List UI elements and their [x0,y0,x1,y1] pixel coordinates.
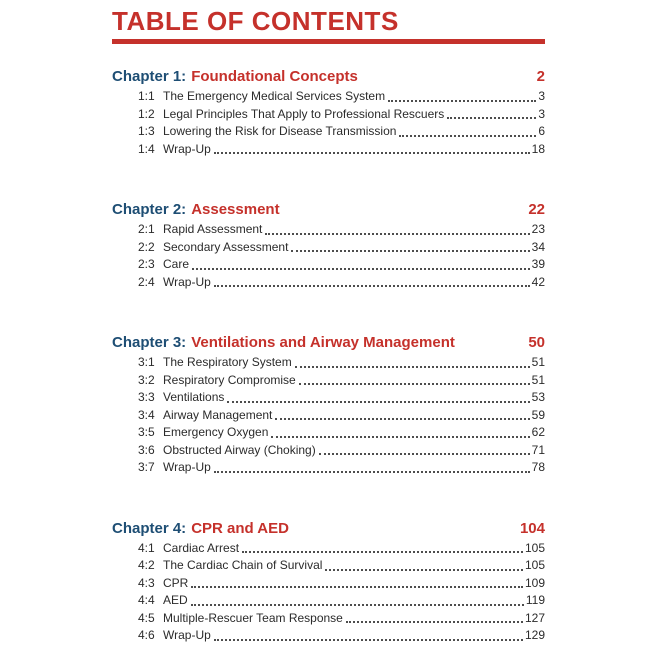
section-page-number: 51 [531,355,545,369]
section-page-number: 62 [531,425,545,439]
toc-row [112,141,545,159]
section-page-number: 3 [538,89,545,103]
section-number: 4:5 [138,610,155,625]
toc-row [112,88,545,106]
section-title: Multiple-Rescuer Team Response [163,610,343,625]
chapter-block [112,519,545,645]
section-page-number: 42 [531,274,545,289]
section-title: CPR [163,575,189,590]
dot-leader [325,569,523,571]
dot-leader [346,621,523,623]
section-title: Cardiac Arrest [163,540,240,555]
chapter-heading [112,333,545,352]
dot-leader [299,383,530,385]
dot-leader [447,117,536,119]
toc-row [112,239,545,257]
chapter-title: Ventilations and Airway Management [191,334,455,351]
toc-row [112,592,545,610]
page-title: TABLE OF CONTENTS [112,6,399,36]
section-title: Wrap-Up [163,628,211,642]
chapter-title: Foundational Concepts [191,68,358,85]
section-number: 2:4 [138,274,155,289]
section-title: Legal Principles That Apply to Professional Rescuers [163,106,445,121]
section-title: Rapid Assessment [163,222,263,236]
toc-row [112,557,545,575]
chapter-label: Chapter 4: [112,519,187,537]
section-page-number: 129 [524,628,545,642]
section-number: 4:4 [138,593,155,607]
toc-row [112,540,545,558]
chapter-title: Assessment [191,201,280,218]
chapter-heading [112,200,545,219]
dot-leader [275,418,529,420]
chapter-block [112,200,545,291]
toc-row [112,354,545,372]
dot-leader [242,551,523,553]
toc-row [112,221,545,239]
section-number: 3:1 [138,355,155,369]
dot-leader [265,233,529,235]
section-page-number: 18 [531,141,545,156]
toc-row [112,610,545,628]
section-page-number: 23 [531,222,545,236]
section-title: The Cardiac Chain of Survival [163,558,323,572]
toc-row [112,407,545,425]
section-number: 3:3 [138,390,155,404]
section-number: 1:1 [138,89,155,103]
section-number: 3:7 [138,460,155,474]
chapter-label: Chapter 2: [112,201,187,218]
section-number: 2:1 [138,222,155,236]
section-title: Ventilations [163,390,225,404]
section-list [112,88,545,158]
section-page-number: 6 [538,124,545,138]
section-title: Wrap-Up [163,460,211,474]
dot-leader [191,586,523,588]
dot-leader [214,152,530,154]
chapter-label: Chapter 3: [112,334,187,351]
dot-leader [192,268,530,270]
toc-row [112,274,545,292]
dot-leader [388,100,536,102]
dot-leader [214,471,530,473]
section-list [112,354,545,477]
dot-leader [291,250,529,252]
chapter-list [112,67,545,645]
section-number: 1:4 [138,141,155,156]
section-title: Airway Management [163,407,273,422]
section-number: 2:2 [138,239,155,254]
title-rule [112,39,545,44]
chapter-page-number: 104 [519,519,545,537]
toc-row [112,575,545,593]
section-page-number: 34 [531,239,545,254]
section-page-number: 119 [525,593,545,607]
chapter-block [112,67,545,158]
section-title: Lowering the Risk for Disease Transmission [163,124,397,138]
section-number: 4:1 [138,540,155,555]
section-number: 3:5 [138,425,155,439]
dot-leader [271,436,529,438]
section-page-number: 127 [524,610,545,625]
chapter-page-number: 22 [528,201,545,218]
section-title: Respiratory Compromise [163,372,296,387]
dot-leader [214,285,530,287]
chapter-title: CPR and AED [191,519,289,537]
section-title: The Respiratory System [163,355,292,369]
section-page-number: 105 [524,558,545,572]
toc-row [112,389,545,407]
toc-row [112,372,545,390]
toc-row [112,256,545,274]
toc-row [112,123,545,141]
section-number: 1:3 [138,124,155,138]
section-page-number: 59 [531,407,545,422]
section-page-number: 109 [524,575,545,590]
section-title: AED [163,593,188,607]
chapter-label: Chapter 1: [112,68,187,85]
dot-leader [227,401,529,403]
toc-row [112,459,545,477]
section-title: Wrap-Up [163,274,211,289]
section-title: The Emergency Medical Services System [163,89,386,103]
chapter-heading [112,519,545,538]
dot-leader [399,135,536,137]
section-number: 4:3 [138,575,155,590]
dot-leader [295,366,530,368]
dot-leader [191,604,524,606]
toc-content [112,8,545,645]
toc-row [112,627,545,645]
section-page-number: 53 [531,390,545,404]
dot-leader [214,639,523,641]
section-title: Secondary Assessment [163,239,289,254]
section-title: Wrap-Up [163,141,211,156]
chapter-heading [112,67,545,86]
section-list [112,221,545,291]
section-title: Care [163,257,190,271]
section-number: 3:6 [138,442,155,457]
section-page-number: 39 [531,257,545,271]
section-number: 3:2 [138,372,155,387]
chapter-block [112,333,545,477]
section-page-number: 71 [531,442,545,457]
section-number: 2:3 [138,257,155,271]
section-page-number: 3 [538,106,545,121]
chapter-page-number: 2 [536,68,545,85]
section-number: 1:2 [138,106,155,121]
section-number: 4:6 [138,628,155,642]
toc-row [112,106,545,124]
section-page-number: 105 [524,540,545,555]
section-page-number: 78 [531,460,545,474]
section-page-number: 51 [531,372,545,387]
section-title: Obstructed Airway (Choking) [163,442,316,457]
section-list [112,540,545,645]
chapter-page-number: 50 [528,334,545,351]
toc-row [112,424,545,442]
section-title: Emergency Oxygen [163,425,269,439]
toc-row [112,442,545,460]
dot-leader [319,453,530,455]
section-number: 4:2 [138,558,155,572]
section-number: 3:4 [138,407,155,422]
